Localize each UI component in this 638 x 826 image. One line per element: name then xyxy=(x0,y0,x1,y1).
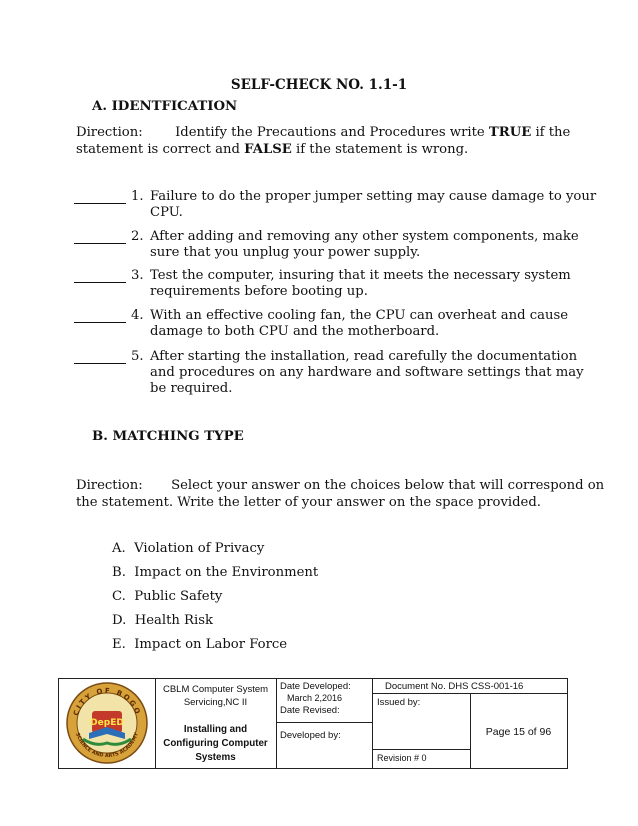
choice-letter: E. xyxy=(112,637,126,652)
direction-text: statement is correct and xyxy=(76,142,240,157)
section-b-direction-line2: the statement. Write the letter of your answer on the space provided. xyxy=(76,495,542,510)
answer-blank[interactable] xyxy=(74,282,126,283)
item-text: With an effective cooling fan, the CPU can overheat and cause xyxy=(150,308,569,323)
item-text: damage to both CPU and the motherboard. xyxy=(150,324,440,339)
page-indicator: Page 15 of 96 xyxy=(485,726,552,738)
answer-blank[interactable] xyxy=(74,322,126,323)
document-footer-table xyxy=(58,678,568,769)
section-a-heading: A. IDENTFICATION xyxy=(92,99,238,114)
item-text: and procedures on any hardware and software settings that may xyxy=(150,365,584,380)
developed-by-label: Developed by: xyxy=(280,730,341,741)
choice-text: Impact on the Environment xyxy=(134,565,319,580)
choice-item xyxy=(112,541,264,557)
direction-label: Direction: xyxy=(76,478,143,493)
item-number: 2. xyxy=(131,229,144,244)
choice-letter: A. xyxy=(112,541,126,556)
answer-blank[interactable] xyxy=(74,363,126,364)
item-text: Failure to do the proper jumper setting may cause damage to your xyxy=(150,189,597,204)
seal-text-bottom: SCIENCE AND ARTS ACADEMY xyxy=(74,732,140,760)
direction-text: Identify the Precautions and Procedures write xyxy=(175,125,485,140)
cblm-title: CBLM Computer System Servicing,NC II xyxy=(162,684,269,708)
date-developed-value: March 2,2016 xyxy=(287,693,343,703)
direction-text: if the xyxy=(535,125,571,140)
item-text: be required. xyxy=(150,381,233,396)
true-keyword: TRUE xyxy=(488,125,532,140)
school-seal-logo xyxy=(65,681,149,765)
page-title: SELF-CHECK NO. 1.1-1 xyxy=(230,77,408,93)
choice-letter: B. xyxy=(112,565,126,580)
item-number: 1. xyxy=(131,189,144,204)
answer-blank[interactable] xyxy=(74,243,126,244)
issued-by-label: Issued by: xyxy=(377,697,421,708)
choice-text: Impact on Labor Force xyxy=(134,637,288,652)
item-text: After adding and removing any other system components, make xyxy=(150,229,579,244)
revision-number: Revision # 0 xyxy=(377,753,427,763)
direction-text: if the statement is wrong. xyxy=(296,142,469,157)
choice-text: Public Safety xyxy=(134,589,223,604)
section-b-direction-line1 xyxy=(76,477,604,494)
choice-item xyxy=(112,637,287,653)
false-keyword: FALSE xyxy=(244,142,292,157)
seal-text-center: DepED xyxy=(90,718,124,728)
choice-item xyxy=(112,613,213,629)
section-a-direction-line2 xyxy=(76,141,468,158)
document-number: Document No. DHS CSS-001-16 xyxy=(385,681,524,692)
item-text: sure that you unplug your power supply. xyxy=(150,245,421,260)
choice-letter: D. xyxy=(112,613,127,628)
item-number: 3. xyxy=(131,268,144,283)
seal-text-top: CITY OF BOGO xyxy=(71,686,143,717)
module-title: Installing and Configuring Computer Systems xyxy=(163,724,268,763)
section-a-direction-line1 xyxy=(76,124,570,141)
choice-letter: C. xyxy=(112,589,126,604)
choice-item xyxy=(112,565,318,581)
direction-text: Select your answer on the choices below that will correspond on xyxy=(171,478,605,493)
direction-label: Direction: xyxy=(76,125,143,140)
item-number: 4. xyxy=(131,308,144,323)
section-b-heading: B. MATCHING TYPE xyxy=(92,429,244,444)
choice-item xyxy=(112,589,222,605)
choice-text: Violation of Privacy xyxy=(134,541,265,556)
date-revised-label: Date Revised: xyxy=(280,705,340,716)
answer-blank[interactable] xyxy=(74,203,126,204)
item-text: Test the computer, insuring that it meets the necessary system xyxy=(150,268,571,283)
date-developed-label: Date Developed: xyxy=(280,681,351,692)
item-text: requirements before booting up. xyxy=(150,284,368,299)
item-text: CPU. xyxy=(150,205,183,220)
item-number: 5. xyxy=(131,349,144,364)
choice-text: Health Risk xyxy=(134,613,213,628)
item-text: After starting the installation, read carefully the documentation xyxy=(150,349,578,364)
